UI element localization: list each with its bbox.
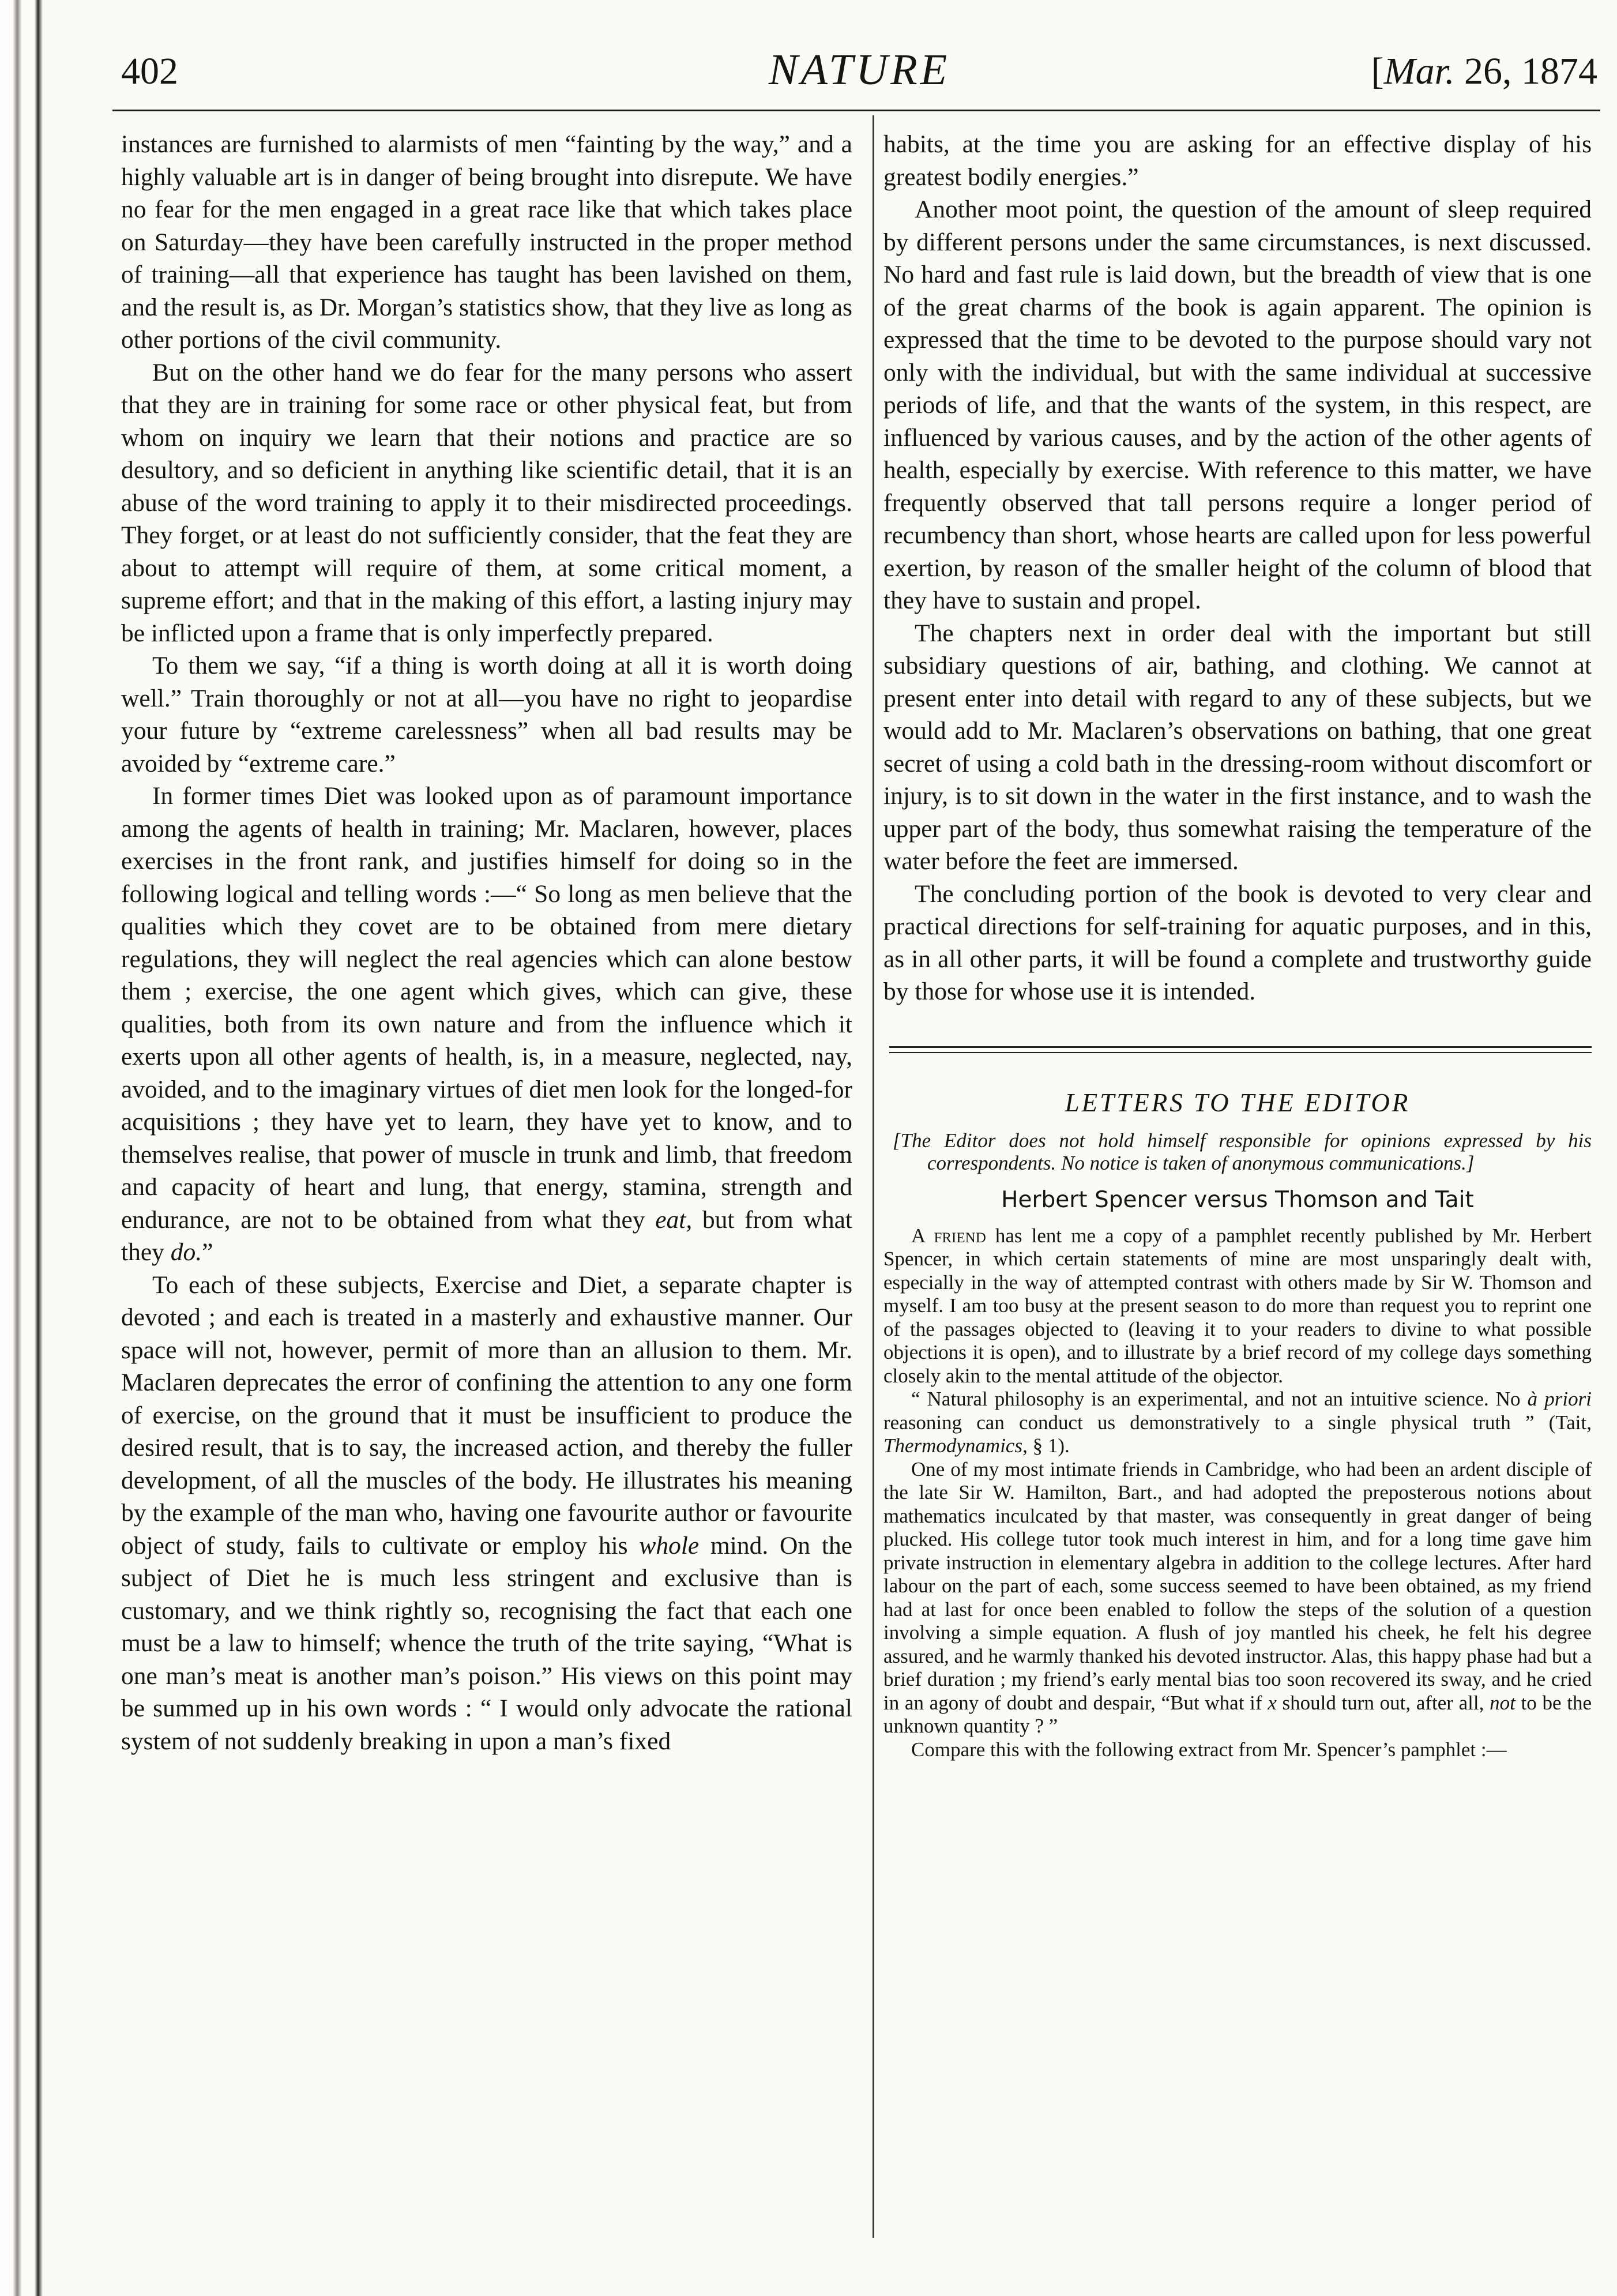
page-header <box>121 45 1597 108</box>
letter-paragraph-2: “ Natural philosophy is an experimental, and not an intuitive science. No à priori reasoning can conduct us demonstratively to a single physical truth ” (Tait, Thermodynamics, § 1). <box>883 1388 1592 1457</box>
issue-date-month: Mar. <box>1383 50 1455 92</box>
letter-paragraph-3: One of my most intimate friends in Cambridge, who had been an ardent disciple of the late Sir W. Hamilton, Bart., and had adopted the preposterous notions about mathematics inculcated by that master, was consequently in great danger of being plucked. His college tutor took much interest in him, and for a long time gave him private instruction in elementary algebra in addition to the college lectures. After hard labour on the part of each, some success seemed to have been obtained, as my friend had at last for once been enabled to follow the steps of the solution of a question involving a simple equation. A flush of joy mantled his cheek, he felt his degree assured, and he warmly thanked his devoted instructor. Alas, this happy phase had but a brief duration ; my friend’s early mental bias too soon recovered its sway, and he cried in an agony of doubt and despair, “But what if x should turn out, after all, not to be the unknown quantity ? ” <box>883 1457 1592 1737</box>
left-paragraph-1: instances are furnished to alarmists of men “fainting by the way,” and a highly valuable art is in danger of being brought into disrepute. We have no fear for the men engaged in a great race like that which takes place on Saturday—they have been carefully instructed in the proper method of training—all that experience has taught has been lavished on them, and the result is, as Dr. Morgan’s statistics show, that they live as long as other portions of the civil community. <box>121 130 852 354</box>
right-paragraph-3: The chapters next in order deal with the important but still subsidiary questions of air, bathing, and clothing. We cannot at present enter into detail with regard to any of these subjects, but we would add to Mr. Maclaren’s observations on bathing, that one great secret of using a cold bath in the dressing-room without discomfort or injury, is to sit down in the water in the first instance, and to wash the upper part of the body, thus somewhat raising the temperature of the water before the feet are immersed. <box>883 619 1592 875</box>
letter-heading: Herbert Spencer versus Thomson and Tait <box>1001 1186 1474 1213</box>
section-double-rule <box>883 1046 1592 1054</box>
issue-date-bracket: [ <box>1371 50 1384 92</box>
page-number: 402 <box>121 50 178 92</box>
section-title: LETTERS TO THE EDITOR <box>1065 1088 1411 1117</box>
right-paragraph-1: habits, at the time you are asking for an effective display of his greatest bodily energies.” <box>883 130 1592 191</box>
column-divider <box>873 115 874 2238</box>
issue-date-rest: 26, 1874 <box>1454 50 1597 92</box>
journal-title: NATURE <box>768 46 950 94</box>
left-paragraph-4: In former times Diet was looked upon as of paramount importance among the agents of health in training; Mr. Maclaren, however, places exercises in the front rank, and justifies himself for doing so in the following logical and telling words :—“ So long as men believe that the qualities which they covet are to be obtained from mere dietary regulations, they will neglect the real agencies which can alone bestow them ; exercise, the one agent which gives, which can give, these qualities, both from its own nature and from the influence which it exerts upon all other agents of health, is, in a measure, neglected, nay, avoided, and to the imaginary virtues of diet men look for the longed-for acquisitions ; they have yet to learn, they have yet to know, and to themselves realise, that power of muscle in trunk and limb, that freedom and capacity of heart and lung, that energy, stamina, strength and endurance, are not to be obtained from what they eat, but from what they do.” <box>121 782 852 1266</box>
editor-disclaimer: [The Editor does not hold himself responsible for opinions expressed by his correspondents. No notice is taken of anonymous communications.] <box>893 1129 1592 1174</box>
page-binding-edge <box>0 0 75 2296</box>
letter-paragraph-4: Compare this with the following extract from Mr. Spencer’s pamphlet :— <box>911 1738 1507 1761</box>
right-paragraph-2: Another moot point, the question of the amount of sleep required by different persons under the same circumstances, is next discussed. No hard and fast rule is laid down, but the breadth of view that is one of the great charms of the book is again apparent. The opinion is expressed that the time to be devoted to the purpose should vary not only with the individual, but with the same individual at successive periods of life, and that the wants of the system, in this respect, are influenced by various causes, and by the action of the other agents of health, especially by exercise. With reference to this matter, we have frequently observed that tall persons require a longer period of recumbency than short, whose hearts are called upon for less powerful exertion, by reason of the smaller height of the column of blood that they have to sustain and propel. <box>883 196 1592 614</box>
left-paragraph-5: To each of these subjects, Exercise and Diet, a separate chapter is devoted ; and each is treated in a masterly and exhaustive manner. Our space will not, however, permit of more than an allusion to them. Mr. Maclaren deprecates the error of confining the attention to any one form of exercise, on the ground that it must be insufficient to produce the desired result, that is to say, the increased action, and thereby the fuller development, of all the muscles of the body. He illustrates his meaning by the example of the man who, having one favourite author or favourite object of study, fails to cultivate or employ his whole mind. On the subject of Diet he is much less stringent and exclusive than is customary, and we think rightly so, recognising the fact that each one must be a law to himself; whence the truth of the trite saying, “What is one man’s meat is another man’s poison.” His views on this point may be summed up in his own words : “ I would only advocate the rational system of not suddenly breaking in upon a man’s fixed <box>121 1271 853 1755</box>
left-paragraph-2: But on the other hand we do fear for the many persons who assert that they are in training for some race or other physical feat, but from whom on inquiry we learn that their notions and practice are so desultory, and so deficient in anything like scientific detail, that it is an abuse of the word training to apply it to their misdirected proceedings. They forget, or at least do not sufficiently consider, that the feat they are about to attempt will require of them, at some critical moment, a supreme effort; and that in the making of this effort, a lasting injury may be inflicted upon a frame that is only imperfectly prepared. <box>121 358 852 647</box>
letter-paragraph-1: A friend has lent me a copy of a pamphlet recently published by Mr. Herbert Spencer, in which certain statements of mine are most unsparingly dealt with, especially in the way of attempted contrast with others made by Sir W. Thomson and myself. I am too busy at the present season to do more than request you to reprint one of the passages objected to (leaving it to your readers to divine to what possible objections it is open), and to illustrate by a brief record of my college days something closely akin to the mental attitude of the objector. <box>883 1224 1592 1387</box>
issue-date <box>1371 50 1597 93</box>
left-paragraph-3: To them we say, “if a thing is worth doing at all it is worth doing well.” Train thoroughly or not at all—you have no right to jeopardise your future by “extreme carelessness” when all bad results may be avoided by “extreme care.” <box>121 652 852 777</box>
left-column <box>121 128 852 1757</box>
header-rule <box>112 110 1600 111</box>
right-paragraph-4: The concluding portion of the book is devoted to very clear and practical directions for self-training for aquatic purposes, and in this, as in all other parts, it will be found a complete and trustworthy guide by those for whose use it is intended. <box>883 880 1592 1005</box>
right-column <box>883 128 1592 1761</box>
